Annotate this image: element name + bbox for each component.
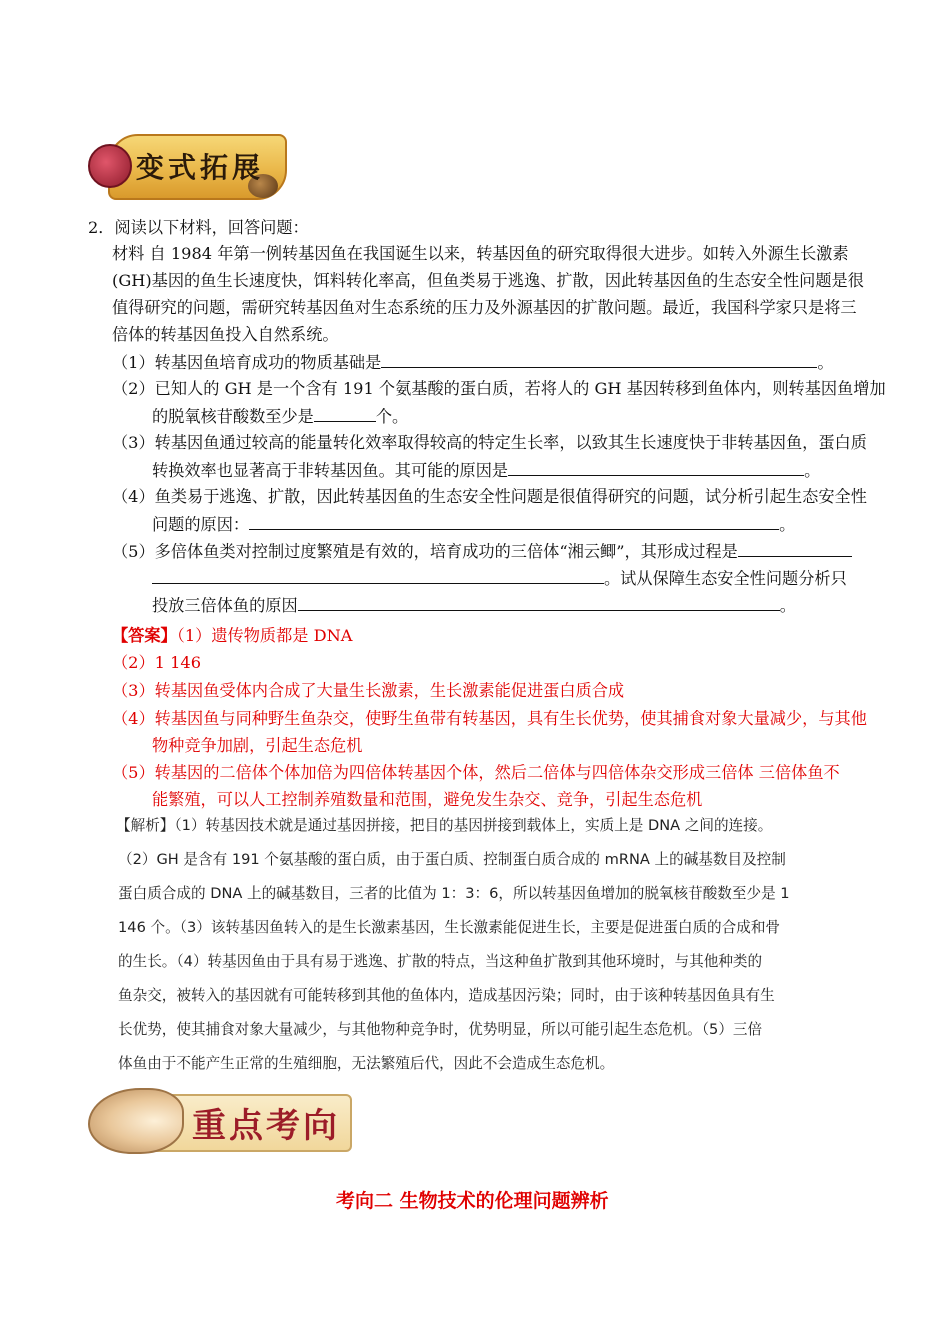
period: 。: [779, 515, 796, 534]
question-4-text: 问题的原因：: [152, 515, 250, 534]
question-3-text: 转换效率也显著高于非转基因鱼。其可能的原因是: [152, 461, 509, 480]
analysis-line-3: 蛋白质合成的 DNA 上的碱基数目，三者的比值为 1：3：6，所以转基因鱼增加的脱氧核苷酸数至少是 1: [118, 885, 790, 902]
material-line-3: 值得研究的问题，需研究转基因鱼对生态系统的压力及外源基因的扩散问题。最近，我国科学家只是将三: [112, 298, 857, 317]
answer-2: （2）1 146: [112, 653, 202, 672]
question-3-line-1: （3）转基因鱼通过较高的能量转化效率取得较高的特定生长率，以致其生长速度快于非转基因鱼，蛋白质: [112, 433, 867, 452]
analysis-line-4: 146 个。（3）该转基因鱼转入的是生长激素基因，生长激素能促进生长，主要是促进蛋白质的合成和骨: [118, 919, 781, 936]
answer-blank[interactable]: [738, 541, 852, 557]
analysis-line-2: （2）GH 是含有 191 个氨基酸的蛋白质，由于蛋白质、控制蛋白质合成的 mRNA 上的碱基数目及控制: [118, 851, 786, 868]
analysis-line-8: 体鱼由于不能产生正常的生殖细胞，无法繁殖后代，因此不会造成生态危机。: [118, 1055, 615, 1072]
question-intro: 2．阅读以下材料，回答问题：: [88, 218, 309, 237]
question-4-line-1: （4）鱼类易于逃逸、扩散，因此转基因鱼的生态安全性问题是很值得研究的问题，试分析引起生态安全性: [112, 487, 867, 506]
question-4-line-2: [152, 514, 795, 535]
answer-blank[interactable]: [152, 568, 604, 584]
answer-blank[interactable]: [314, 406, 376, 422]
answer-1: （1）遗传物质都是 DNA: [176, 626, 353, 645]
analysis-line-6: 鱼杂交，被转入的基因就有可能转移到其他的鱼体内，造成基因污染；同时，由于该种转基因鱼具有生: [118, 987, 775, 1004]
question-5-text: （5）多倍体鱼类对控制过度繁殖是有效的，培育成功的三倍体“湘云鲫”，其形成过程是: [112, 542, 738, 561]
analysis-line-1: 【解析】（1）转基因技术就是通过基因拼接，把目的基因拼接到载体上，实质上是 DNA 之间的连接。: [116, 817, 773, 834]
question-1-text: （1）转基因鱼培育成功的物质基础是: [112, 353, 382, 372]
question-2-text: 的脱氧核苷酸数至少是: [152, 407, 314, 426]
question-2-line-2: [152, 406, 408, 427]
answer-blank[interactable]: [298, 595, 780, 611]
answer-5-line-1: （5）转基因的二倍体个体加倍为四倍体转基因个体，然后二倍体与四倍体杂交形成三倍体 三倍体鱼不: [112, 763, 840, 782]
question-5-line-2: [152, 568, 847, 589]
answer-3: （3）转基因鱼受体内合成了大量生长激素，生长激素能促进蛋白质合成: [112, 681, 625, 700]
section-title: 考向二 生物技术的伦理问题辨析: [336, 1190, 609, 1212]
answer-4-line-2: 物种竞争加剧，引起生态危机: [152, 736, 363, 755]
answer-line-1: [112, 626, 352, 646]
knot-ornament-icon: [88, 144, 132, 188]
material-line-1: 材料 自 1984 年第一例转基因鱼在我国诞生以来，转基因鱼的研究取得很大进步。如转入外源生长激素: [112, 244, 849, 263]
banner-title: 重点考向: [192, 1106, 340, 1146]
question-5-line-1: [112, 541, 852, 562]
period: 。: [817, 353, 834, 372]
analysis-line-5: 的生长。（4）转基因鱼由于具有易于逃逸、扩散的特点，当这种鱼扩散到其他环境时，与其他种类的: [118, 953, 763, 970]
variant-extension-banner: [88, 128, 288, 204]
answer-blank[interactable]: [508, 460, 804, 476]
key-direction-banner: [88, 1088, 348, 1152]
material-line-4: 倍体的转基因鱼投入自然系统。: [112, 325, 339, 344]
question-5-line-3: [152, 595, 796, 616]
answer-tag: 【答案】: [112, 626, 177, 645]
answer-4-line-1: （4）转基因鱼与同种野生鱼杂交，使野生鱼带有转基因，具有生长优势，使其捕食对象大量减少，与其他: [112, 709, 867, 728]
period: 。: [804, 461, 821, 480]
period: 。: [779, 596, 796, 615]
question-5-text-2: 。试从保障生态安全性问题分析只: [604, 569, 847, 588]
answer-blank[interactable]: [249, 514, 779, 530]
conch-shell-icon: [88, 1088, 184, 1154]
answer-5-line-2: 能繁殖，可以人工控制养殖数量和范围，避免发生杂交、竞争，引起生态危机: [152, 790, 703, 809]
material-line-2: (GH)基因的鱼生长速度快，饵料转化率高，但鱼类易于逃逸、扩散，因此转基因鱼的生态安全性问题是很: [112, 271, 864, 290]
question-2-line-1: （2）已知人的 GH 是一个含有 191 个氨基酸的蛋白质，若将人的 GH 基因转移到鱼体内，则转基因鱼增加: [112, 379, 886, 398]
answer-blank[interactable]: [381, 352, 817, 368]
banner-title: 变式拓展: [136, 151, 265, 184]
question-2-suffix: 个。: [375, 407, 409, 426]
question-1: [112, 352, 834, 373]
question-3-line-2: [152, 460, 820, 481]
analysis-line-7: 长优势，使其捕食对象大量减少，与其他物种竞争时，优势明显，所以可能引起生态危机。（5）三倍: [118, 1021, 763, 1038]
question-5-text-3: 投放三倍体鱼的原因: [152, 596, 298, 615]
